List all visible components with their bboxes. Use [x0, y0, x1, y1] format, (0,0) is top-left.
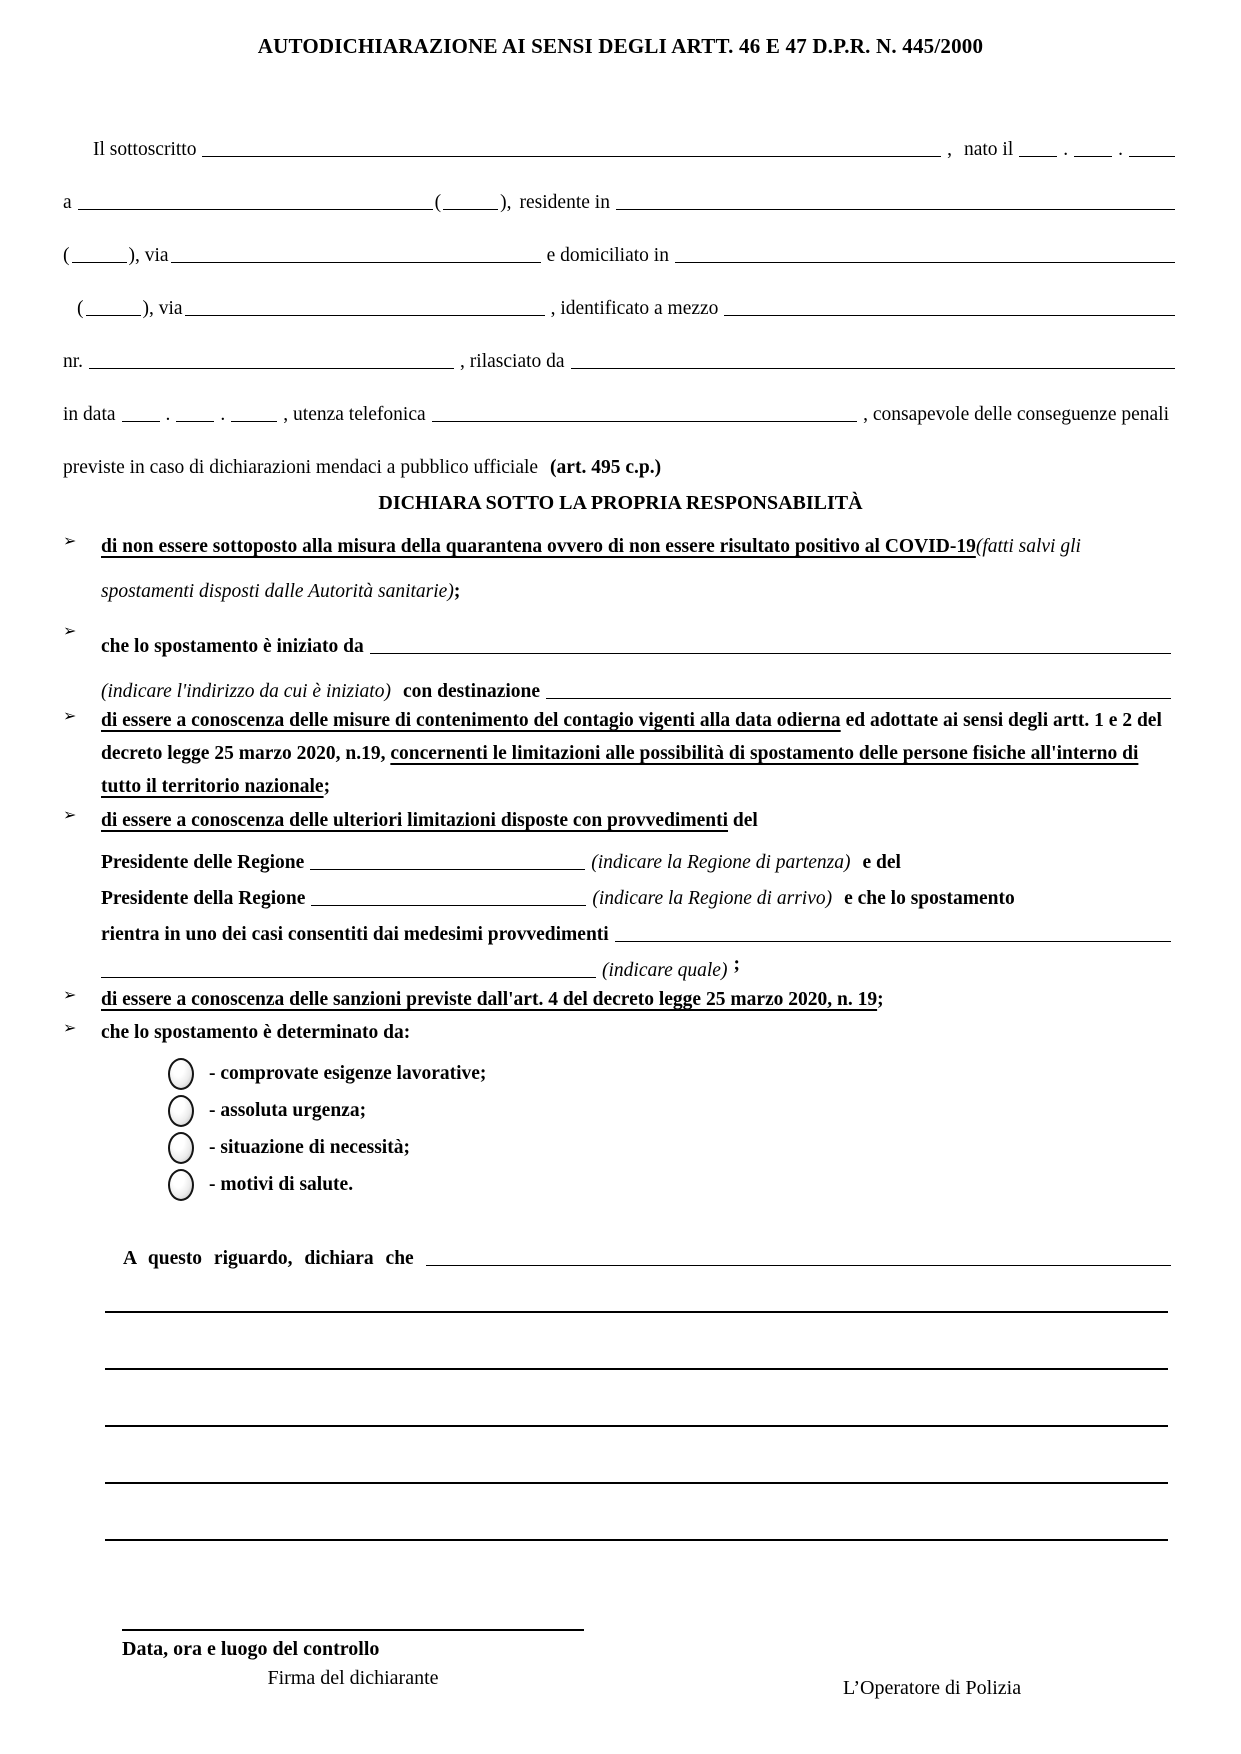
list-item-trip-origin — [63, 614, 1171, 704]
trip-origin-hint: (indicare l'indirizzo da cui è iniziato) — [101, 681, 391, 702]
utenza-label: , utenza telefonica — [283, 404, 426, 425]
control-block — [122, 1629, 584, 1693]
a-label: a — [63, 192, 72, 213]
radio-work[interactable] — [168, 1058, 194, 1090]
region-departure-label: Presidente delle Regione — [101, 852, 305, 873]
dot-text: . — [1063, 139, 1069, 160]
province-group — [77, 297, 185, 321]
birthplace-field[interactable] — [78, 206, 433, 210]
field-row-birthplace — [63, 162, 1175, 215]
reason-option-label: - motivi di salute. — [209, 1174, 354, 1195]
bullet-arrow-icon: ➢ — [63, 531, 77, 550]
trip-origin-label: che lo spostamento è iniziato da — [101, 636, 364, 657]
regional-limits-underlined: di essere a conoscenza delle ulteriori limitazioni disposte con provvedimenti — [101, 810, 729, 831]
list-item-regional-limits — [63, 803, 1171, 983]
allowed-case-row — [101, 911, 1171, 947]
region-arrival-field[interactable] — [311, 902, 586, 906]
residence-province-field[interactable] — [72, 259, 127, 263]
reason-option-health — [168, 1166, 1171, 1203]
region-departure-row — [101, 839, 1171, 875]
list-item-quarantine — [63, 524, 1171, 614]
rilasciato-label: , rilasciato da — [460, 351, 565, 372]
bullet-arrow-icon: ➢ — [63, 805, 77, 824]
reason-option-urgency — [168, 1092, 1171, 1129]
previste-text: previste in caso di dichiarazioni mendaci a pubblico ufficiale — [63, 457, 539, 478]
measures-text-underlined-2: concernenti le limitazioni alle possibilità di spostamento delle persone fisiche all'interno di tutto il territorio nazionale — [101, 743, 1139, 797]
trip-reason-label: che lo spostamento è determinato da: — [101, 1022, 411, 1043]
field-row-previste — [63, 427, 1175, 480]
bullet-arrow-icon: ➢ — [63, 985, 77, 1004]
reason-option-label: - situazione di necessità; — [209, 1137, 410, 1158]
allowed-case-row-2 — [101, 947, 1171, 983]
declaration-heading: DICHIARA SOTTO LA PROPRIA RESPONSABILITÀ — [378, 492, 863, 514]
bullet-arrow-icon: ➢ — [63, 1018, 77, 1037]
id-issuer-field[interactable] — [571, 365, 1175, 369]
semicolon-text: ; — [733, 954, 740, 975]
trip-destination-field[interactable] — [546, 695, 1171, 699]
via-label: ), via — [128, 245, 169, 266]
reason-option-work — [168, 1055, 1171, 1092]
paren-open-text: ( — [77, 298, 84, 319]
field-row-id-number — [63, 321, 1175, 374]
bullet-arrow-icon: ➢ — [63, 621, 77, 640]
free-declaration-label: A questo riguardo, dichiara che — [123, 1248, 414, 1269]
dot-text: . — [1118, 139, 1123, 160]
spostamento-text: e che lo spostamento — [844, 888, 1015, 909]
bullet-arrow-icon: ➢ — [63, 706, 77, 725]
region-arrival-row — [101, 875, 1171, 911]
art-495-text: (art. 495 c.p.) — [550, 457, 662, 478]
birthplace-province-field[interactable] — [443, 206, 498, 210]
writing-line[interactable] — [105, 1271, 1168, 1313]
issue-day-field[interactable] — [122, 418, 160, 422]
field-row-issue-date-phone — [63, 374, 1175, 427]
free-declaration-field[interactable] — [426, 1262, 1171, 1266]
residence-street-field[interactable] — [171, 259, 541, 263]
radio-urgency[interactable] — [168, 1095, 194, 1127]
allowed-case-label: rientra in uno dei casi consentiti dai medesimi provvedimenti — [101, 924, 609, 945]
province-group — [433, 191, 514, 215]
destination-label: con destinazione — [402, 681, 541, 702]
police-operator-label: L’Operatore di Polizia — [843, 1677, 1022, 1699]
paren-open-text: ( — [434, 192, 442, 213]
reason-option-label: - comprovate esigenze lavorative; — [209, 1063, 487, 1084]
semicolon-text: ; — [453, 581, 461, 602]
e-del-text: e del — [862, 852, 901, 873]
regional-limits-intro — [101, 803, 1171, 839]
writing-line[interactable] — [105, 1427, 1168, 1484]
dot-text: . — [220, 404, 226, 425]
sanctions-text: di essere a conoscenza delle sanzioni previste dall'art. 4 del decreto legge 25 marzo 2020, n. 19 — [101, 989, 878, 1010]
declarant-signature-label: Firma del dichiarante — [267, 1667, 439, 1689]
trip-destination-row — [101, 659, 1171, 704]
region-arrival-label: Presidente della Regione — [101, 888, 306, 909]
writing-line[interactable] — [105, 1313, 1168, 1370]
paren-open-text: ( — [63, 245, 70, 266]
radio-health[interactable] — [168, 1169, 194, 1201]
paren-close-text: ), — [500, 192, 512, 213]
birth-year-field[interactable] — [1129, 153, 1175, 157]
domiciliato-label: e domiciliato in — [546, 245, 669, 266]
declaration-list — [63, 524, 1171, 1203]
nr-label: nr. — [63, 351, 84, 372]
list-item-containment-measures — [63, 704, 1171, 803]
regional-limits-plain: del — [732, 810, 758, 831]
personal-data-section — [63, 109, 1175, 480]
region-departure-field[interactable] — [310, 866, 585, 870]
field-row-sottoscritto — [63, 109, 1175, 162]
via-label: ), via — [142, 298, 183, 319]
nato-il-label: nato il — [963, 139, 1014, 160]
residente-in-label: residente in — [519, 192, 610, 213]
field-row-residence-street — [63, 215, 1175, 268]
field-row-domicile-street — [63, 268, 1175, 321]
domicile-province-field[interactable] — [86, 312, 141, 316]
list-item-trip-reason — [63, 1016, 1171, 1203]
phone-field[interactable] — [432, 418, 857, 422]
consapevole-label: , consapevole delle conseguenze penali — [863, 404, 1169, 425]
in-data-label: in data — [63, 404, 116, 425]
reason-option-necessity — [168, 1129, 1171, 1166]
region-departure-hint: (indicare la Regione di partenza) — [591, 852, 851, 873]
sottoscritto-label: Il sottoscritto — [93, 139, 197, 160]
reason-options — [168, 1055, 1171, 1203]
signature-section — [0, 1629, 1241, 1754]
quarantine-paren-text: ) — [447, 581, 454, 602]
writing-lines — [105, 1271, 1168, 1541]
issue-year-field[interactable] — [231, 418, 277, 422]
writing-line[interactable] — [105, 1370, 1168, 1427]
indicare-quale-hint: (indicare quale) — [602, 960, 728, 981]
domicile-street-field[interactable] — [185, 312, 545, 316]
allowed-case-field[interactable] — [615, 938, 1171, 942]
domicile-city-field[interactable] — [675, 259, 1175, 263]
measures-text-plain: ed adottate ai sensi degli artt. 1 e 2 del decreto legge 25 marzo 2020, n.19, — [101, 710, 1162, 764]
reason-option-label: - assoluta urgenza; — [209, 1100, 367, 1121]
allowed-case-field-2[interactable] — [101, 974, 596, 978]
comma-text: , — [947, 139, 952, 160]
birth-month-field[interactable] — [1074, 153, 1112, 157]
province-group — [63, 244, 171, 268]
semicolon-text: ; — [877, 989, 884, 1010]
trip-origin-field[interactable] — [370, 650, 1171, 654]
quarantine-text: di non essere sottoposto alla misura della quarantena ovvero di non essere risultato positivo al COVID-19 — [101, 536, 976, 557]
radio-necessity[interactable] — [168, 1132, 194, 1164]
birth-day-field[interactable] — [1019, 153, 1057, 157]
residence-city-field[interactable] — [616, 206, 1175, 210]
dot-text: . — [165, 404, 171, 425]
identificato-label: , identificato a mezzo — [550, 298, 719, 319]
measures-text-underlined: di essere a conoscenza delle misure di contenimento del contagio vigenti alla data odierna — [101, 710, 841, 731]
issue-month-field[interactable] — [176, 418, 214, 422]
id-number-field[interactable] — [89, 365, 454, 369]
free-declaration-row — [123, 1235, 1171, 1271]
trip-origin-row — [101, 614, 1171, 659]
semicolon-text: ; — [323, 776, 331, 797]
id-document-field[interactable] — [724, 312, 1175, 316]
region-arrival-hint: (indicare la Regione di arrivo) — [592, 888, 833, 909]
quarantine-italic-text: (fatti salvi gli spostamenti disposti dalle Autorità sanitarie — [101, 536, 1081, 602]
writing-line[interactable] — [105, 1484, 1168, 1541]
sottoscritto-name-field[interactable] — [202, 153, 941, 157]
control-datetime-label: Data, ora e luogo del controllo — [122, 1638, 380, 1660]
list-item-sanctions — [63, 983, 1171, 1016]
document-title: AUTODICHIARAZIONE AI SENSI DEGLI ARTT. 46 E 47 D.P.R. N. 445/2000 — [257, 34, 984, 58]
